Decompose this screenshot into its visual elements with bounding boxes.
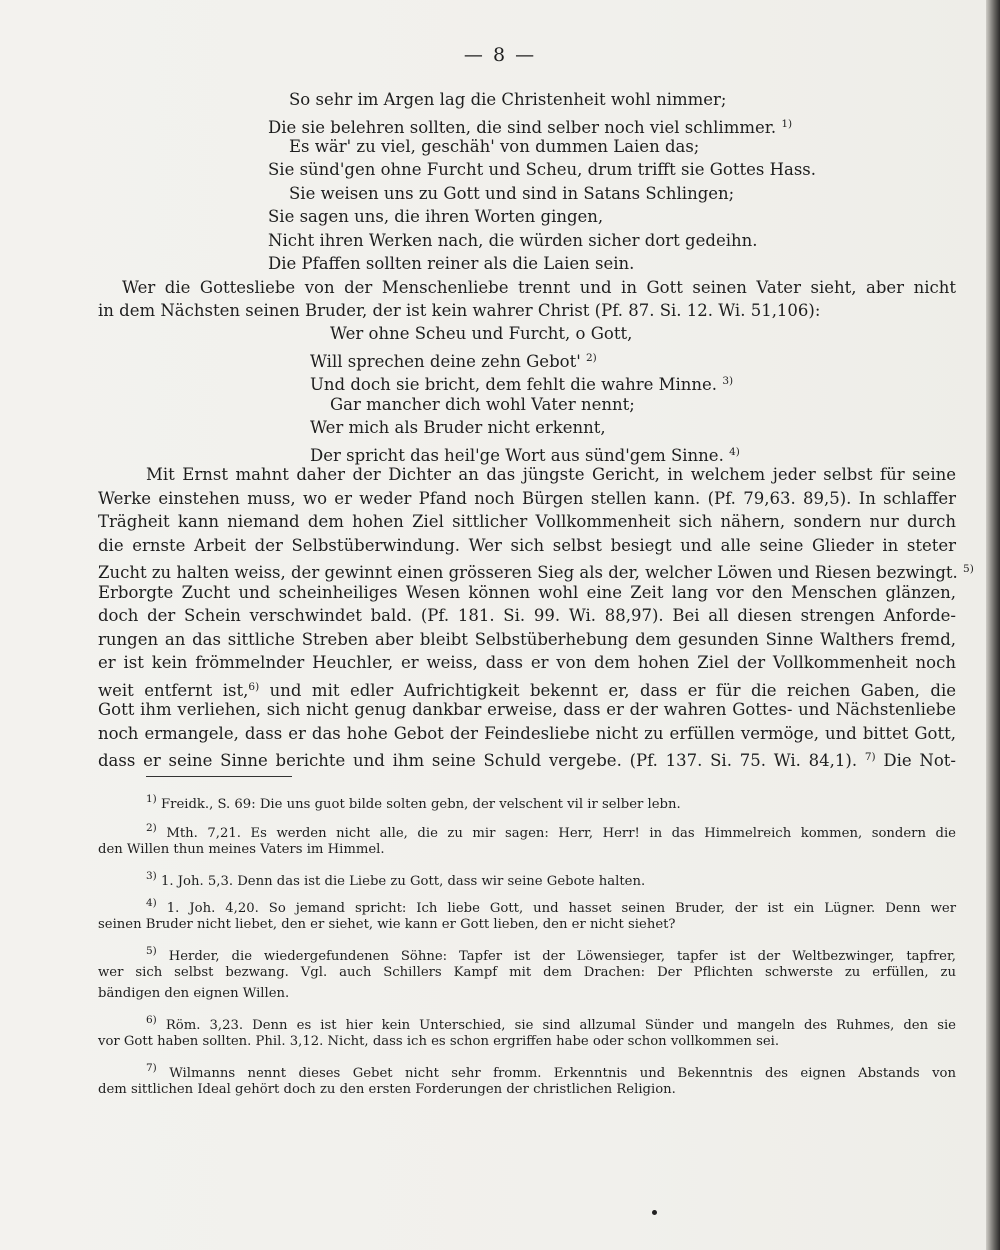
body-line: Zucht zu halten weiss, der gewinnt einen grösseren Sieg als der, welcher Löwen und Riesen bezwingt. $^{5)}$ <box>98 563 974 582</box>
verse-line: Sie sünd'gen ohne Furcht und Scheu, drum trifft sie Gottes Hass. <box>268 160 816 179</box>
body-line: Werke einstehen muss, wo er weder Pfand noch Bürgen stellen kann. (Pf. 79,63. 89,5). In schlaffer <box>98 489 956 508</box>
verse-line: Der spricht das heil'ge Wort aus sünd'gem Sinne. $^{4)}$ <box>310 446 740 465</box>
verse-line: So sehr im Argen lag die Christenheit wohl nimmer; <box>289 90 727 109</box>
page-number: — 8 — <box>463 44 537 66</box>
footnote-5: $^{5)}$ Herder, die wiedergefundenen Söhne: Tapfer ist der Löwensieger, tapfer ist der Weltbezwinger, tapfrer, <box>146 945 957 964</box>
body-line: doch der Schein verschwindet bald. (Pf. 181. Si. 99. Wi. 88,97). Bei all diesen strengen Anforde- <box>98 606 956 625</box>
body-line: Wer die Gottesliebe von der Menschenliebe trennt und in Gott seinen Vater sieht, aber nicht <box>122 278 956 297</box>
footnote-2: $^{2)}$ Mth. 7,21. Es werden nicht alle, die zu mir sagen: Herr, Herr! in das Himmelreich kommen, sondern die <box>146 822 956 841</box>
verse-line: Die sie belehren sollten, die sind selber noch viel schlimmer. $^{1)}$ <box>268 118 793 137</box>
verse-line: Will sprechen deine zehn Gebot' $^{2)}$ <box>310 352 597 371</box>
body-line: dass er seine Sinne berichte und ihm seine Schuld vergebe. (Pf. 137. Si. 75. Wi. 84,1). $^{7)}$ Die Not- <box>98 751 956 770</box>
footnote-7: $^{7)}$ Wilmanns nennt dieses Gebet nicht sehr fromm. Erkenntnis und Bekenntnis des eignen Abstands von <box>146 1062 956 1081</box>
footnote-ref: 5) <box>963 563 974 575</box>
footnote-2-cont: den Willen thun meines Vaters im Himmel. <box>98 842 385 857</box>
footnote-ref: 4) <box>729 446 740 458</box>
footnote-5-cont: wer sich selbst bezwang. Vgl. auch Schillers Kampf mit dem Drachen: Der Pflichten schwerste zu erfüllen, zu <box>98 965 956 980</box>
footnote-6-cont: vor Gott haben sollten. Phil. 3,12. Nicht, dass ich es schon ergriffen habe oder schon vollkommen sei. <box>98 1034 780 1049</box>
verse-line: Nicht ihren Werken nach, die würden sicher dort gedeihn. <box>268 231 758 250</box>
ink-speck <box>652 1210 657 1215</box>
body-line: rungen an das sittliche Streben aber bleibt Selbstüberhebung dem gesunden Sinne Walthers fremd, <box>98 630 956 649</box>
verse-line: Wer mich als Bruder nicht erkennt, <box>310 418 606 437</box>
body-line: noch ermangele, dass er das hohe Gebot der Feindesliebe nicht zu erfüllen vermöge, und bittet Gott, <box>98 724 956 743</box>
footnote-ref: 1) <box>781 118 793 130</box>
body-line: Gott ihm verliehen, sich nicht genug dankbar erweise, dass er der wahren Gottes- und Nächstenliebe <box>98 700 956 719</box>
body-line: in dem Nächsten seinen Bruder, der ist kein wahrer Christ (Pf. 87. Si. 12. Wi. 51,106): <box>98 301 821 320</box>
body-line: er ist kein frömmelnder Heuchler, er weiss, dass er von dem hohen Ziel der Vollkommenheit noch <box>98 653 956 672</box>
footnote-ref: 3) <box>722 375 734 387</box>
footnote-6: $^{6)}$ Röm. 3,23. Denn es ist hier kein Unterschied, sie sind allzumal Sünder und mangeln des Ruhmes, den sie <box>146 1014 956 1033</box>
body-line: Mit Ernst mahnt daher der Dichter an das jüngste Gericht, in welchem jeder selbst für seine <box>146 465 956 484</box>
footnote-rule <box>146 776 292 777</box>
footnote-4-cont: seinen Bruder nicht liebet, den er siehet, wie kann er Gott lieben, den er nicht siehet? <box>98 917 676 932</box>
body-line: Erborgte Zucht und scheinheiliges Wesen können wohl eine Zeit lang vor den Menschen glänzen, <box>98 583 956 602</box>
verse-line: Und doch sie bricht, dem fehlt die wahre Minne. $^{3)}$ <box>310 375 734 394</box>
verse-line: Wer ohne Scheu und Furcht, o Gott, <box>330 324 633 343</box>
verse-line: Gar mancher dich wohl Vater nennt; <box>330 395 635 414</box>
verse-line: Sie weisen uns zu Gott und sind in Satans Schlingen; <box>289 184 735 203</box>
body-line: weit entfernt ist,$^{6)}$ und mit edler Aufrichtigkeit bekennt er, dass er für die reichen Gaben, die <box>98 681 956 700</box>
footnote-3: $^{3)}$ 1. Joh. 5,3. Denn das ist die Liebe zu Gott, dass wir seine Gebote halten. <box>146 870 646 889</box>
footnote-5-cont: bändigen den eignen Willen. <box>98 986 290 1001</box>
body-line: Trägheit kann niemand dem hohen Ziel sittlicher Vollkommenheit sich nähern, sondern nur durch <box>98 512 956 531</box>
verse-line: Es wär' zu viel, geschäh' von dummen Laien das; <box>289 137 700 156</box>
footnote-ref: 2) <box>586 352 597 364</box>
footnote-4: $^{4)}$ 1. Joh. 4,20. So jemand spricht: Ich liebe Gott, und hasset seinen Bruder, der ist ein Lügner. Denn wer <box>146 897 956 916</box>
footnote-1: $^{1)}$ Freidk., S. 69: Die uns guot bilde solten gebn, der velschent vil ir selber lebn. <box>146 793 681 812</box>
footnote-ref: 7) <box>864 751 876 763</box>
verse-line: Die Pfaffen sollten reiner als die Laien sein. <box>268 254 635 273</box>
verse-line: Sie sagen uns, die ihren Worten gingen, <box>268 207 604 226</box>
footnote-7-cont: dem sittlichen Ideal gehört doch zu den ersten Forderungen der christlichen Religion. <box>98 1082 676 1097</box>
footnote-ref: 6) <box>248 681 260 693</box>
body-line: die ernste Arbeit der Selbstüberwindung. Wer sich selbst besiegt und alle seine Glieder in steter <box>98 536 956 555</box>
